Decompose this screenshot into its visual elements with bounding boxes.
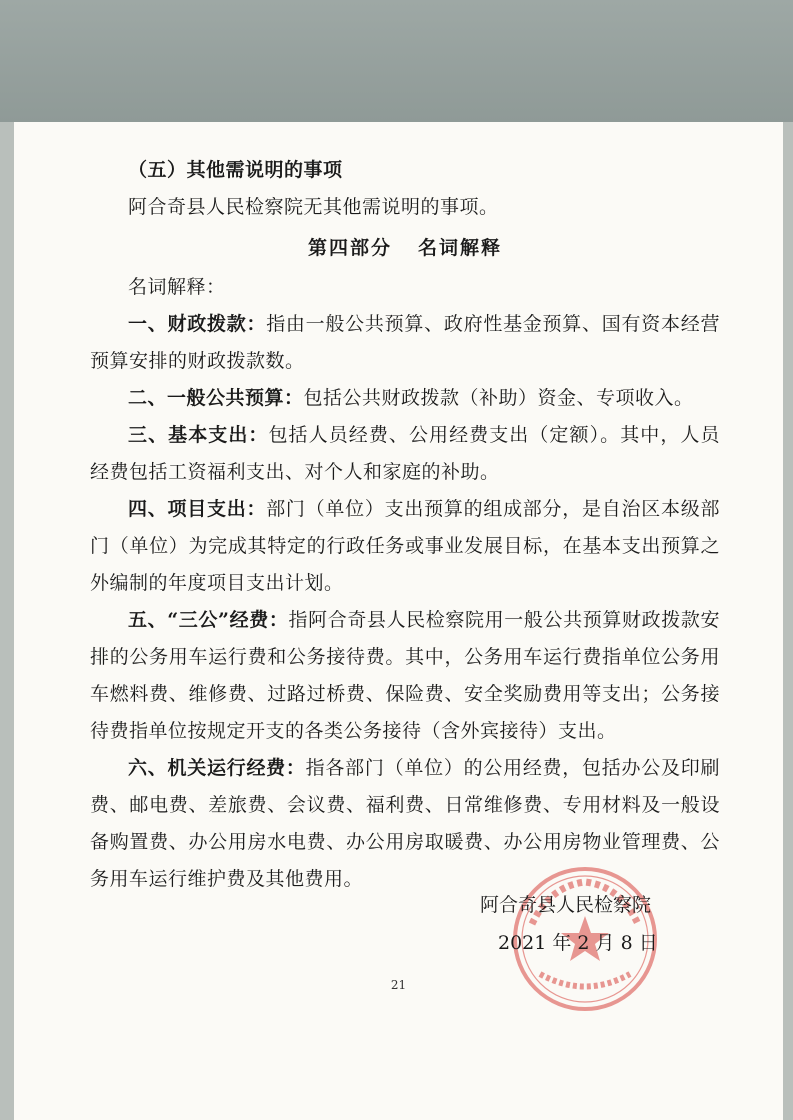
glossary-term: 四、项目支出： (128, 498, 267, 520)
signature-organization: 阿合奇县人民检察院 (480, 894, 652, 916)
scan-top-band (0, 0, 793, 122)
glossary-term: 一、财政拨款： (128, 313, 267, 335)
glossary-definition: 指阿合奇县人民检察院用一般公共预算财政拨款安排的公务用车运行费和公务接待费。其中，公务用车运行费指单位公务用车燃料费、维修费、过路过桥费、保险费、安全奖励费用等支出；公务接待费指单位按规定开支的各类公务接待（含外宾接待）支出。 (90, 609, 720, 742)
glossary-item (90, 417, 720, 491)
part-title-number: 第四部分 (307, 237, 392, 259)
glossary-definition: 包括人员经费、公用经费支出（定额）。其中，人员经费包括工资福利支出、对个人和家庭的补助。 (90, 424, 720, 483)
part-title-name: 名词解释 (418, 237, 503, 259)
part-title (90, 230, 720, 267)
glossary-definition: 指各部门（单位）的公用经费，包括办公及印刷费、邮电费、差旅费、会议费、福利费、日常维修费、专用材料及一般设备购置费、办公用房水电费、办公用房取暖费、办公用房物业管理费、公务用车运行维护费及其他费用。 (90, 757, 720, 890)
glossary-term: 六、机关运行经费： (128, 757, 306, 779)
signature-date: 2021 年 2 月 8 日 (498, 932, 658, 954)
scan-right-edge (783, 122, 793, 1120)
document-body (90, 152, 720, 898)
page-number: 21 (390, 978, 407, 992)
signature-block (480, 886, 658, 962)
glossary-term: 二、一般公共预算： (128, 387, 304, 409)
section-body: 阿合奇县人民检察院无其他需说明的事项。 (128, 196, 499, 218)
glossary-definition: 指由一般公共预算、政府性基金预算、国有资本经营预算安排的财政拨款数。 (90, 313, 720, 372)
glossary-definition: 部门（单位）支出预算的组成部分，是自治区本级部门（单位）为完成其特定的行政任务或事业发展目标，在基本支出预算之外编制的年度项目支出计划。 (90, 498, 720, 594)
glossary-item (90, 306, 720, 380)
glossary-term: 三、基本支出： (128, 424, 269, 446)
glossary-intro: 名词解释： (128, 276, 226, 298)
glossary-term: 五、“三公”经费： (128, 609, 289, 631)
glossary-definition: 包括公共财政拨款（补助）资金、专项收入。 (303, 387, 694, 409)
scan-left-edge (0, 122, 14, 1120)
glossary-item (90, 380, 720, 417)
document-page (14, 122, 783, 1120)
glossary-item (90, 491, 720, 602)
section-heading: （五）其他需说明的事项 (128, 159, 343, 181)
glossary-item (90, 602, 720, 750)
